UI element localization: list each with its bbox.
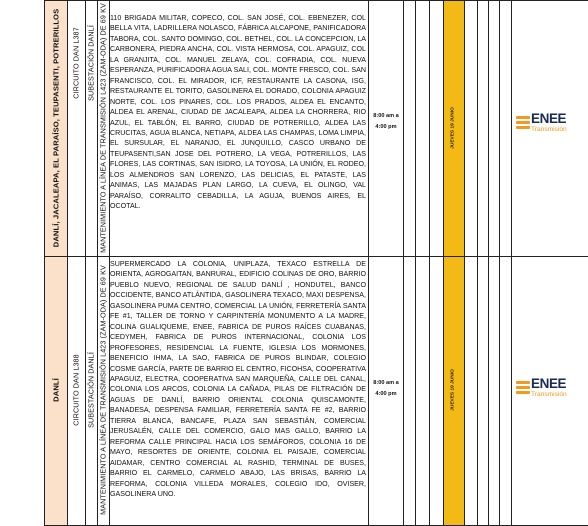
time-start: 8:00 am a <box>373 380 399 386</box>
grid-line <box>429 0 430 526</box>
grid-line <box>477 0 478 526</box>
logo-subtitle: Transmisión <box>531 390 567 398</box>
time-cell <box>369 111 403 133</box>
logo-name: ENEE <box>531 376 567 391</box>
time-end: 4:00 pm <box>375 124 397 130</box>
enee-logo-icon <box>516 115 530 131</box>
date-cell: JUEVES 19 JUNIO <box>450 107 456 149</box>
grid-line <box>415 0 416 526</box>
circuit-cell: CIRCUITO DAN L388 <box>71 354 81 426</box>
enee-logo <box>516 377 567 398</box>
grid-line <box>443 0 444 526</box>
logo-subtitle: Transmisión <box>531 125 567 133</box>
time-start: 8:00 am a <box>373 113 399 119</box>
zone-cell: DANLÍ <box>51 378 61 402</box>
time-end: 4:00 pm <box>375 391 397 397</box>
enee-logo <box>516 112 567 133</box>
substation-cell: SUBESTACIÓN DANLÍ <box>86 352 96 428</box>
date-column-fill <box>443 0 464 526</box>
grid-line <box>511 0 512 526</box>
circuit-cell: CIRCUITO DAN L387 <box>71 27 81 99</box>
work-description-cell: MANTENIMIENTO A LÍNEA DE TRANSMISIÓN L423 (ZAM-ODA) DE 69 KV <box>98 265 108 515</box>
substation-cell: SUBESTACIÓN DANLÍ <box>86 25 96 101</box>
row-line <box>44 0 588 1</box>
affected-areas-cell: 110 BRIGADA MILITAR, COPECO, COL. SAN JOSÉ, COL. EBENEZER, COL BELLA VITA, LADRILLERA NOLASCO, FÁBRICA ALCAPONE, PANIFICADORA TABORA, COL. SANTO DOMINGO, COL. BETHEL, COL. LA CONCEPCION, LA CARBONERA, PIEDRA ANCHA, COL. VISTA HERMOSA, COL. APAGUIZ, COL LA GRANJITA, COL. MANUEL ZELAYA, COL. COFRADIA, COL. NUEVA ESPERANZA, PURIFICADORA AGUA SALI, COL. MONTE FRESCO, COL. SAN FRANCISCO, COL. EL MIRADOR, ICF, RESTAURANTE LA CASONA, ISG, RESTAURANTE EL TORITO, GASOLINERA EL DORADO, COLONIA APAGUIZ NORTE, COL. LOS PINARES, COL. LOS PRADOS, ALDEA EL ENCANTO, ALDEA EL ARENAL, CIUDAD DE JACALEAPA, ALDEA LA CHORRERA, RIO AZUL, EL TABLÓN, EL BARRO, CIUDAD DE POTRERILLO, ALDEA LAS CRUCITAS, AGUA BLANCA, NETIAPA, ALDEA LAS CHAMPAS, LOMA LIMPIA, EL SURSULAR, EL NARANJO, EL JUNQUILLO, CASCO URBANO DE TEUPASENTI,SAN JOSE DEL POTRERO, LA VEGA, POTRERILLOS, LAS FLORES, LAS CORTINAS, SAN ISIDRO, LA TOYOSA, LA UNIÓN, EL RODEO, LOS ALMENDROS SAN LORENZO, LAS DELICIAS, EL PATASTE, LAS ANIMAS, LAS MAJADAS PLAN LARGO, LA CUEVA, EL OLINGO, VAL PARAÍSO, CORRALITO CEBADILLA, LA AGUJA, BUENOS AIRES, EL OCOTAL. <box>110 14 366 211</box>
grid-line <box>464 0 465 526</box>
work-description-cell: MANTENIMIENTO A LÍNEA DE TRANSMISIÓN L423 (ZAM-ODA) DE 69 KV <box>98 3 108 253</box>
grid-line <box>67 0 68 526</box>
zone-cell: DANLÍ, JACALEAPA, EL PARAÍSO, TEUPASENTI, POTRERILLOS <box>51 8 61 248</box>
logo-name: ENEE <box>531 111 567 126</box>
enee-logo-icon <box>516 380 530 396</box>
time-cell <box>369 378 403 400</box>
row-line <box>44 256 588 257</box>
grid-line <box>403 0 404 526</box>
date-cell: JUEVES 19 JUNIO <box>450 369 456 411</box>
grid-line <box>488 0 489 526</box>
affected-areas-cell: SUPERMERCADO LA COLONIA, UNIPLAZA, TEXACO ESTRELLA DE ORIENTA, AGROGAITAN, BANRURAL, EDIFICIO COLINAS DE ORO, BARRIO PUEBLO NUEVO, REGIONAL DE SALUD DANLÍ , HONDUTEL, BANCO OCCIDENTE, BANCO ATLÁNTIDA, GASOLINERA TEXACO, MAXI DESPENSA, GASOLINERA PUMA CENTRO, COMERCIAL LA UNIÓN, FERRETERÍA SANTA FE #1, TALLER DE TORNO Y CARPINTERÍA MONUMENTO A LA MADRE, COLINA GUALIQUEME, ENEE, FABRICA DE PUROS RAÍCES CUABANAS, CEDYMEH, FABRICA DE PUROS INTERNACIONAL, COLONIA LOS PROFESORES, RESIDENCIAL LA FUENTE, IGLESIA LOS MORMONES, BENEFICIO IHMA, LA SAO, FABRICA DE PUROS BLINDAR, COLEGIO COSME GARCÍA, PARTE DE BARRIO EL CENTRO, FICOHSA, COOPERATIVA APAGUIZ, ELECTRA, COOPERATIVA SAN MARQUEÑA, CALLE DEL CANAL, COLONIA LOS ARCOS, COLONIA LA CAÑADA, PILAS DE FILTRACIÓN DE AGUAS DE DANLÍ, BARRIO ORIENTAL COLONIA QUISCAMONTE, BANADESA, DESPENSA FAMILIAR, FERRETERÍA SANTA FE #2, BARRIO TIERRA BLANCA, BANCAFE, PLAZA SAN SEBASTIÁN, COMERCIAL JERUSALÉN, CALLE DEL COMERCIO, GALO MAS GALLO, BARRIO LA REFORMA CALLE PRINCIPAL HACIA LOS SEMÁFOROS, COLONIA 16 DE MAYO, RESORTES DE ORIENTE, COLONIA EL PAISAJE, COMERCIAL AIDAMAR, CENTRO COMERCIAL AL RASHID, TERMINAL DE BUSES, BARRIO EL CARMELO, CARMELO ABAJO, LAS BRISAS, BARRIO LA REFORMA, COLONIA VILLEDA MORALES, COLEGIO IDO, OVISER, GASOLINERA UNO. <box>110 260 366 498</box>
grid-line <box>368 0 369 526</box>
grid-line <box>44 0 45 526</box>
grid-line <box>499 0 500 526</box>
